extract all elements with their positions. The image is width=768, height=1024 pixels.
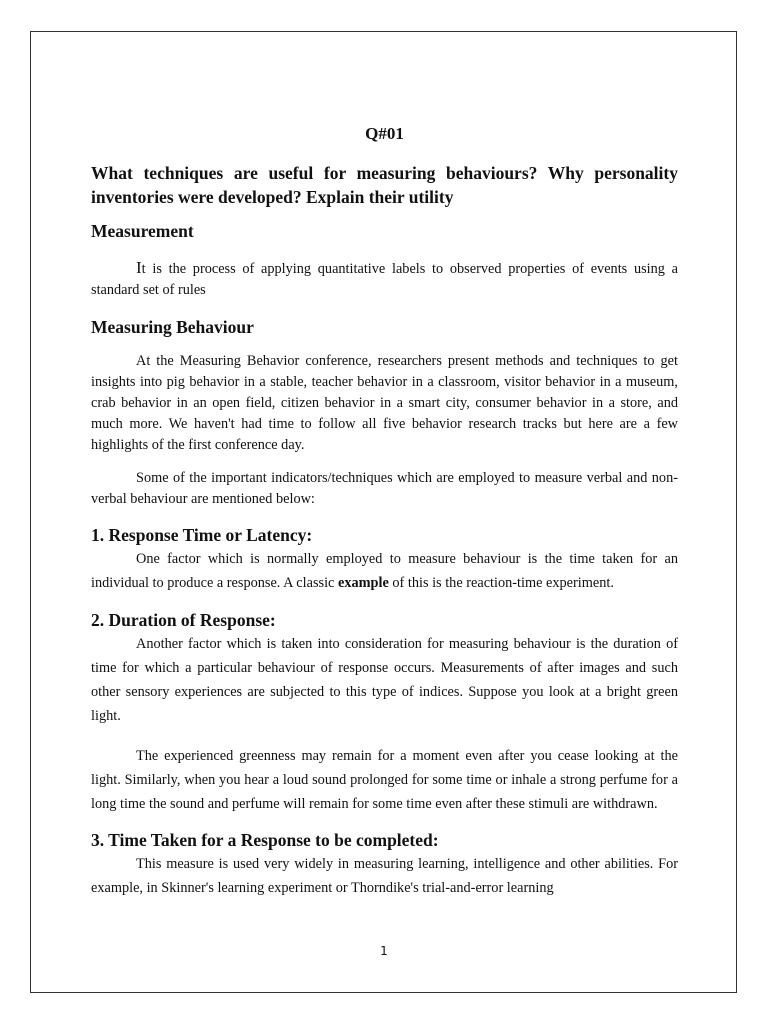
page-number: 1 — [380, 944, 388, 958]
measuring-behaviour-paragraph-2: Some of the important indicators/techniques which are employed to measure verbal and non-verbal behaviour are mentioned below: — [91, 470, 678, 507]
measuring-behaviour-paragraph-1: At the Measuring Behavior conference, researchers present methods and techniques to get insights into pig behavior in a stable, teacher behavior in a classroom, visitor behavior in a museum, crab behavior in an open field, citizen behavior in a smart city, consumer behavior in a store, and much more. We haven't had time to follow all five behavior research tracks but here are a few highlights of the first conference day. — [91, 353, 678, 453]
heading-duration: 2. Duration of Response: — [91, 610, 276, 630]
response-time-paragraph — [91, 547, 678, 595]
heading-measuring-behaviour: Measuring Behaviour — [91, 317, 254, 337]
document-body — [91, 124, 678, 900]
duration-paragraph-1: Another factor which is taken into consideration for measuring behaviour is the duration of time for which a particular behaviour of response occurs. Measurements of after images and such other sensory experiences are subjected to this type of indices. Suppose you look at a bright green light. — [91, 636, 678, 724]
question-text: What techniques are useful for measuring behaviours? Why personality inventories were developed? Explain their utility — [91, 163, 678, 207]
measurement-paragraph — [91, 257, 678, 301]
duration-paragraph-2: The experienced greenness may remain for a moment even after you cease looking at the light. Similarly, when you hear a loud sound prolonged for some time or inhale a strong perfume for a long time the sound and perfume will remain for some time even after these stimuli are withdrawn. — [91, 748, 678, 812]
response-time-text-a: One factor which is normally employed to measure behaviour is the time taken for an individual to produce a response. A classic — [91, 551, 678, 591]
measurement-text: t is the process of applying quantitative labels to observed properties of events using a standard set of rules — [91, 261, 678, 298]
heading-measurement: Measurement — [91, 221, 194, 241]
response-time-bold: example — [337, 575, 389, 591]
measurement-first-letter: I — [136, 258, 142, 277]
time-taken-paragraph: This measure is used very widely in measuring learning, intelligence and other abilities. For example, in Skinner's learning experiment or Thorndike's trial-and-error learning — [91, 856, 678, 896]
response-time-text-b: of this is the reaction-time experiment. — [388, 575, 614, 591]
heading-time-taken: 3. Time Taken for a Response to be completed: — [91, 830, 439, 850]
heading-response-time: 1. Response Time or Latency: — [91, 525, 313, 545]
question-number: Q#01 — [365, 124, 404, 143]
